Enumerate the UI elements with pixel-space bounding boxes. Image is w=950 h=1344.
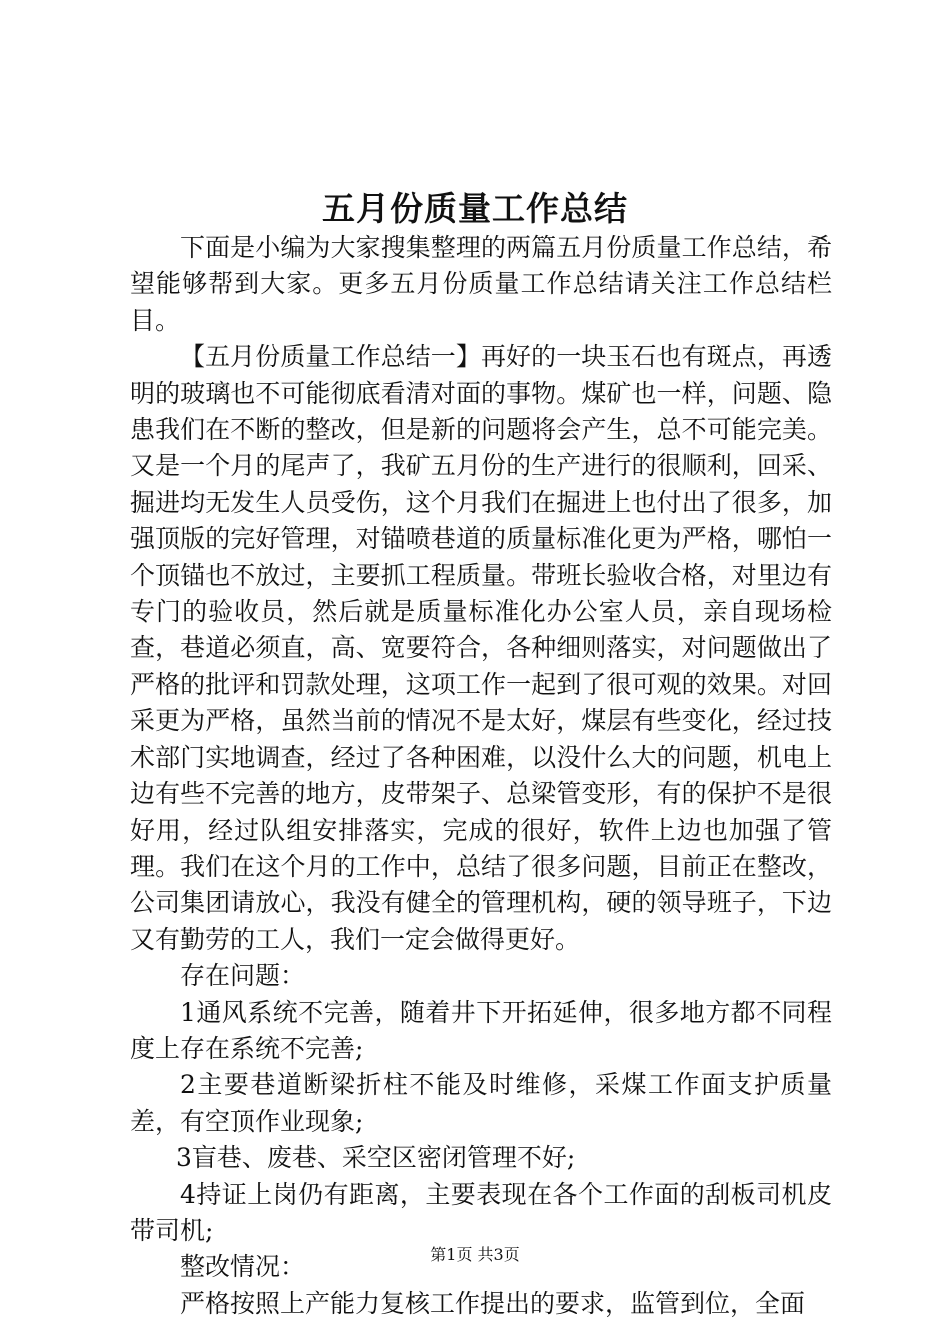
intro-paragraph: 下面是小编为大家搜集整理的两篇五月份质量工作总结，希望能够帮到大家。更多五月份质量工作总结请关注工作总结栏目。 — [130, 233, 832, 335]
problem-item-3: 3盲巷、废巷、采空区密闭管理不好; — [176, 1143, 576, 1173]
problem-item-4: 4持证上岗仍有距离，主要表现在各个工作面的刮板司机皮带司机; — [130, 1179, 832, 1245]
document-body — [130, 230, 832, 1322]
problem-item-1: 1通风系统不完善，随着井下开拓延伸，很多地方都不同程度上存在系统不完善; — [130, 997, 832, 1063]
rectification-heading: 整改情况： — [180, 1252, 306, 1282]
problems-heading: 存在问题： — [180, 961, 306, 991]
problem-item-2: 2主要巷道断梁折柱不能及时维修，采煤工作面支护质量差，有空顶作业现象; — [130, 1070, 832, 1136]
document-title: 五月份质量工作总结 — [322, 189, 628, 228]
page-number-footer: 第1页 共3页 — [430, 1245, 520, 1264]
summary-one-paragraph: 【五月份质量工作总结一】再好的一块玉石也有斑点，再透明的玻璃也不可能彻底看清对面的事物。煤矿也一样，问题、隐患我们在不断的整改，但是新的问题将会产生，总不可能完美。又是一个月的尾声了，我矿五月份的生产进行的很顺利，回采、掘进均无发生人员受伤，这个月我们在掘进上也付出了很多，加强顶版的完好管理，对锚喷巷道的质量标准化更为严格，哪怕一个顶锚也不放过，主要抓工程质量。带班长验收合格，对里边有专门的验收员，然后就是质量标准化办公室人员，亲自现场检查，巷道必须直，高、宽要符合，各种细则落实，对问题做出了严格的批评和罚款处理，这项工作一起到了很可观的效果。对回采更为严格，虽然当前的情况不是太好，煤层有些变化，经过技术部门实地调查，经过了各种困难，以没什么大的问题，机电上边有些不完善的地方，皮带架子、总梁管变形，有的保护不是很好用，经过队组安排落实，完成的很好，软件上边也加强了管理。我们在这个月的工作中，总结了很多问题，目前正在整改，公司集团请放心，我没有健全的管理机构，硬的领导班子，下边又有勤劳的工人，我们一定会做得更好。 — [130, 342, 832, 954]
rectification-paragraph: 严格按照上产能力复核工作提出的要求，监管到位，全面 — [180, 1288, 806, 1318]
